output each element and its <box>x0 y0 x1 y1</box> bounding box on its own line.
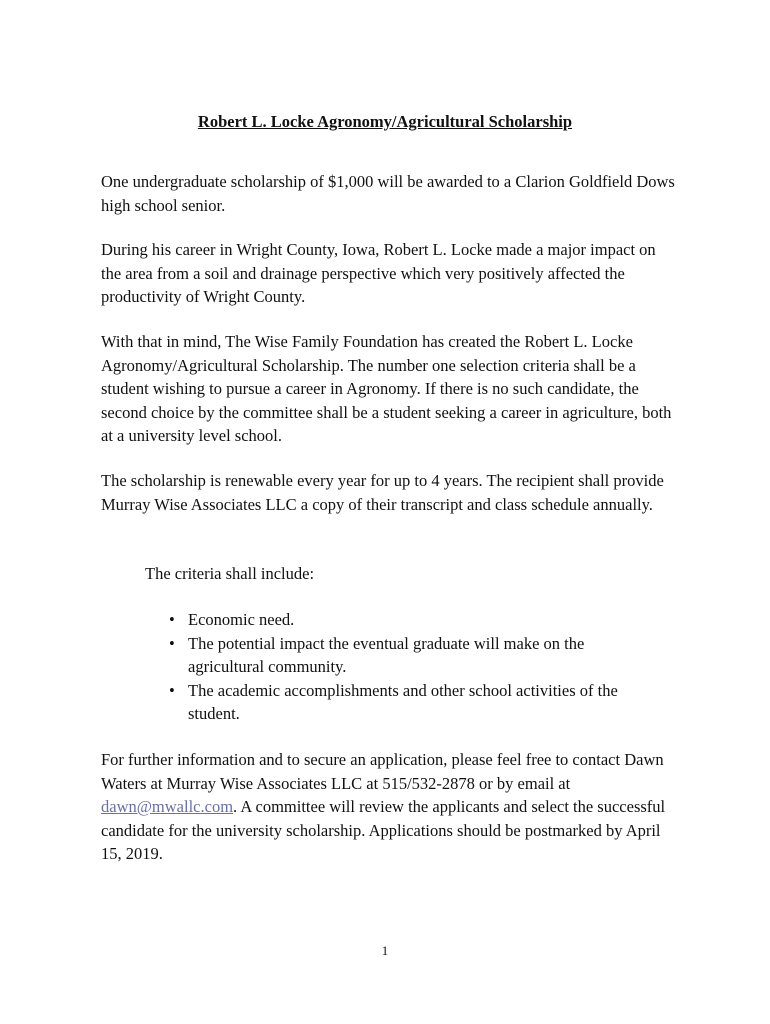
contact-text-before: For further information and to secure an application, please feel free to contact Dawn Waters at Murray Wise Associates LLC at 515/532-2878 or by email at <box>101 750 664 793</box>
paragraph-background: During his career in Wright County, Iowa, Robert L. Locke made a major impact on the area from a soil and drainage perspective which very positively affected the productivity of Wright County. <box>101 240 656 306</box>
page-number: 1 <box>381 943 389 958</box>
list-item <box>165 679 645 726</box>
criteria-list <box>165 608 645 726</box>
criteria-item-text: Economic need. <box>188 610 295 629</box>
paragraph-selection-criteria: With that in mind, The Wise Family Foundation has created the Robert L. Locke Agronomy/Agricultural Scholarship. The number one selection criteria shall be a student wishing to pursue a career in Agronomy. If there is no such candidate, the second choice by the committee shall be a student seeking a career in agriculture, both at a university level school. <box>101 332 672 445</box>
list-item <box>165 608 645 632</box>
document-title: Robert L. Locke Agronomy/Agricultural Scholarship <box>197 112 573 131</box>
criteria-intro: The criteria shall include: <box>145 564 315 583</box>
criteria-item-text: The academic accomplishments and other school activities of the student. <box>188 680 618 723</box>
bullet-icon: • <box>169 610 175 629</box>
bullet-icon: • <box>169 680 175 700</box>
paragraph-award: One undergraduate scholarship of $1,000 will be awarded to a Clarion Goldfield Dows high school senior. <box>101 172 675 215</box>
list-item <box>165 632 645 679</box>
email-link[interactable]: dawn@mwallc.com <box>101 797 234 816</box>
bullet-icon: • <box>169 633 175 653</box>
paragraph-renewal: The scholarship is renewable every year for up to 4 years. The recipient shall provide Murray Wise Associates LLC a copy of their transcript and class schedule annually. <box>101 471 664 514</box>
contact-text-after: . A committee will review the applicants and select the successful candidate for the university scholarship. Applications should be postmarked by April 15, 2019. <box>101 797 666 863</box>
criteria-item-text: The potential impact the eventual graduate will make on the agricultural community. <box>188 633 585 676</box>
paragraph-contact <box>101 748 676 866</box>
